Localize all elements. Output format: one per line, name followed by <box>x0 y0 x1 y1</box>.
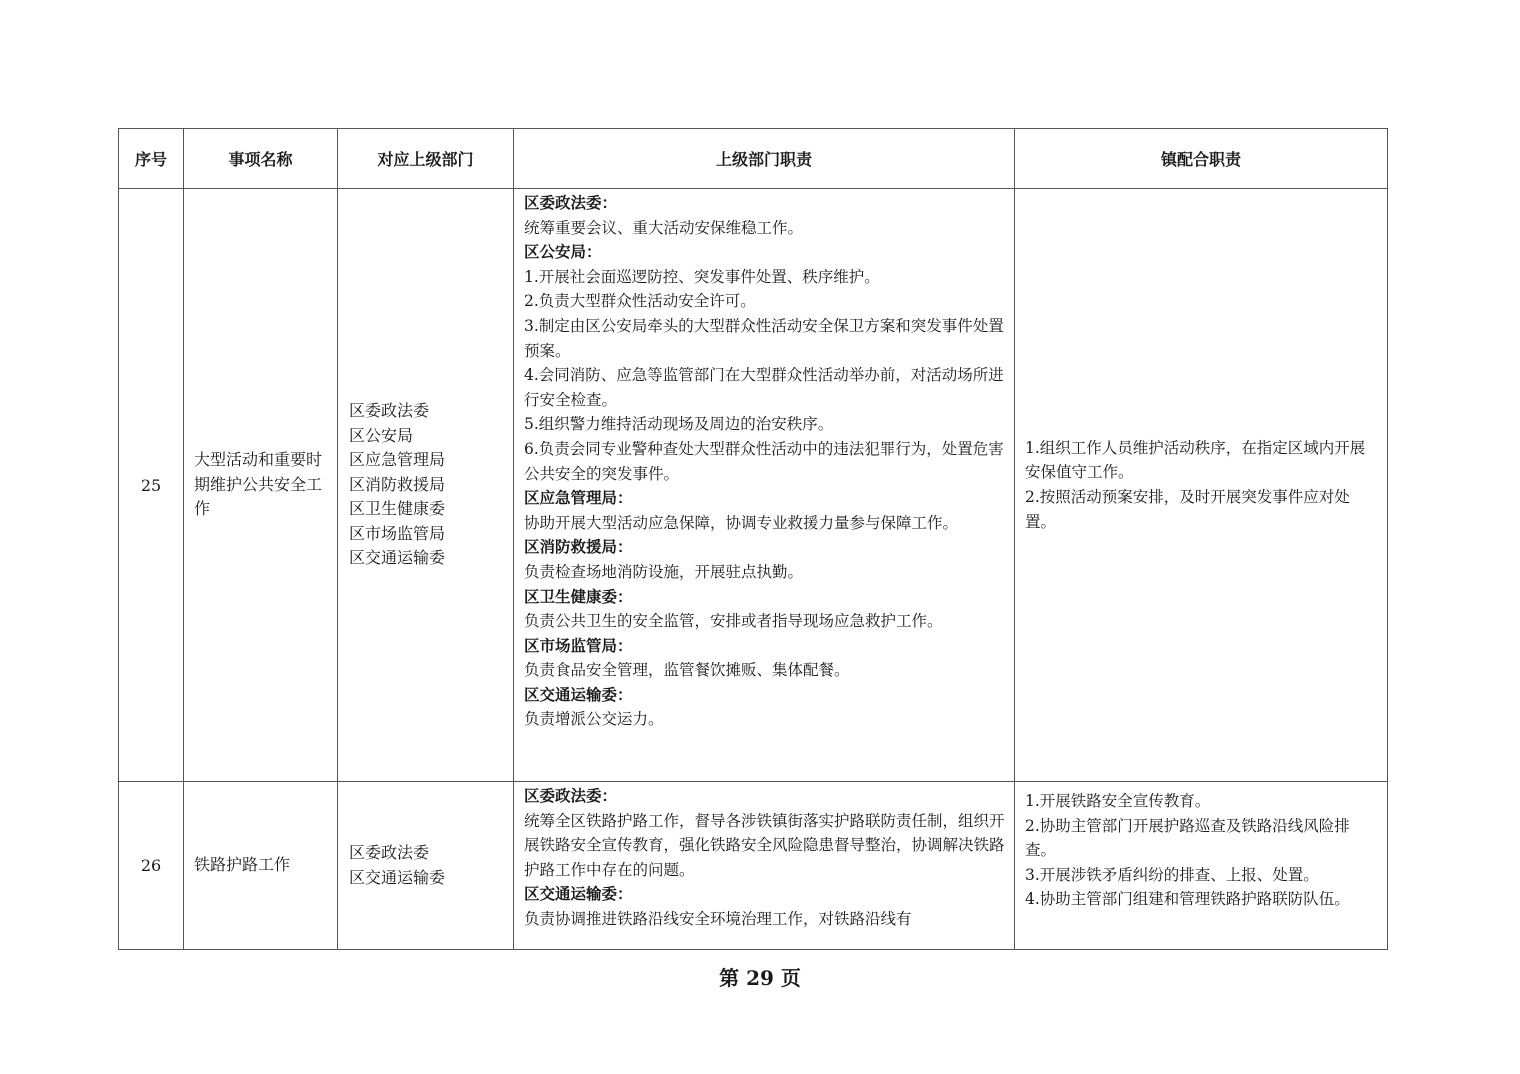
row-item-name: 铁路护路工作 <box>184 782 338 950</box>
duty-line: 6.负责会同专业警种查处大型群众性活动中的违法犯罪行为，处置危害公共安全的突发事件。 <box>524 439 1004 483</box>
duty-dept-heading: 区消防救援局： <box>524 537 633 557</box>
duty-dept-heading: 区卫生健康委： <box>524 586 633 606</box>
duty-line: 统筹全区铁路护路工作，督导各涉铁镇街落实护路联防责任制，组织开展铁路安全宣传教育，强化铁路安全风险隐患督导整治，协调解决铁路护路工作中存在的问题。 <box>524 811 1005 879</box>
row-item-name: 大型活动和重要时期维护公共安全工作 <box>184 189 338 782</box>
responsibility-table <box>118 128 1388 950</box>
duty-dept-heading: 区交通运输委： <box>524 684 633 704</box>
duty-dept-heading: 区委政法委： <box>524 786 618 805</box>
row-superior-duties <box>514 189 1015 782</box>
dept-item: 区委政法委 <box>349 400 430 420</box>
duty-dept-heading: 区委政法委： <box>524 193 618 212</box>
duty-line: 统筹重要会议、重大活动安保维稳工作。 <box>524 218 804 237</box>
header-town-duty: 镇配合职责 <box>1015 129 1388 189</box>
duty-line: 负责公共卫生的安全监管，安排或者指导现场应急救护工作。 <box>524 612 943 631</box>
row-serial: 26 <box>119 782 184 950</box>
duty-cell-content <box>524 784 1006 940</box>
duty-line: 负责检查场地消防设施，开展驻点执勤。 <box>524 562 804 581</box>
duty-line: 2.负责大型群众性活动安全许可。 <box>524 292 756 311</box>
row-departments <box>338 189 514 782</box>
dept-item: 区市场监管局 <box>349 523 446 543</box>
row-superior-duties <box>514 782 1015 950</box>
town-duty-line: 2.协助主管部门开展护路巡查及铁路沿线风险排查。 <box>1025 816 1350 860</box>
duty-line: 1.开展社会面巡逻防控、突发事件处置、秩序维护。 <box>524 267 880 286</box>
duty-line: 协助开展大型活动应急保障，协调专业救援力量参与保障工作。 <box>524 513 959 532</box>
row-town-duties <box>1015 189 1388 782</box>
town-duty-line: 2.按照活动预案安排，及时开展突发事件应对处置。 <box>1025 488 1350 531</box>
duty-line: 负责增派公交运力。 <box>524 710 664 729</box>
header-serial: 序号 <box>119 129 184 189</box>
dept-item: 区委政法委 <box>349 842 430 862</box>
page-number: 29 <box>746 966 774 990</box>
town-duty-line: 1.组织工作人员维护活动秩序，在指定区域内开展安保值守工作。 <box>1025 438 1366 482</box>
header-superior-duty: 上级部门职责 <box>514 129 1015 189</box>
dept-item: 区公安局 <box>349 425 414 445</box>
dept-item: 区应急管理局 <box>349 450 446 470</box>
row-serial: 25 <box>119 189 184 782</box>
dept-item: 区交通运输委 <box>349 867 446 887</box>
town-duty-line: 1.开展铁路安全宣传教育。 <box>1025 792 1211 810</box>
header-superior-dept: 对应上级部门 <box>338 129 514 189</box>
duty-line: 负责食品安全管理，监管餐饮摊贩、集体配餐。 <box>524 661 850 680</box>
table-row <box>119 189 1388 782</box>
dept-item: 区交通运输委 <box>349 548 446 568</box>
table-header-row <box>119 129 1388 189</box>
duty-line: 3.制定由区公安局牵头的大型群众性活动安全保卫方案和突发事件处置预案。 <box>524 316 1004 360</box>
header-item-name: 事项名称 <box>184 129 338 189</box>
dept-item: 区卫生健康委 <box>349 499 446 519</box>
page-footer <box>0 962 1520 991</box>
duty-dept-heading: 区公安局： <box>524 242 602 262</box>
table-row <box>119 782 1388 950</box>
row-town-duties <box>1015 782 1388 950</box>
duty-line: 负责协调推进铁路沿线安全环境治理工作，对铁路沿线有 <box>524 909 912 928</box>
town-duty-line: 4.协助主管部门组建和管理铁路护路联防队伍。 <box>1025 890 1350 909</box>
town-duty-line: 3.开展涉铁矛盾纠纷的排查、上报、处置。 <box>1025 865 1319 884</box>
duty-dept-heading: 区市场监管局： <box>524 635 633 655</box>
dept-item: 区消防救援局 <box>349 474 446 494</box>
duty-dept-heading: 区应急管理局： <box>524 488 633 508</box>
footer-suffix: 页 <box>780 966 801 990</box>
duty-line: 5.组织警力维持活动现场及周边的治安秩序。 <box>524 415 834 434</box>
duty-line: 4.会同消防、应急等监管部门在大型群众性活动举办前，对活动场所进行安全检查。 <box>524 366 1004 409</box>
duty-dept-heading: 区交通运输委： <box>524 884 633 904</box>
footer-prefix: 第 <box>719 966 740 990</box>
row-departments <box>338 782 514 950</box>
